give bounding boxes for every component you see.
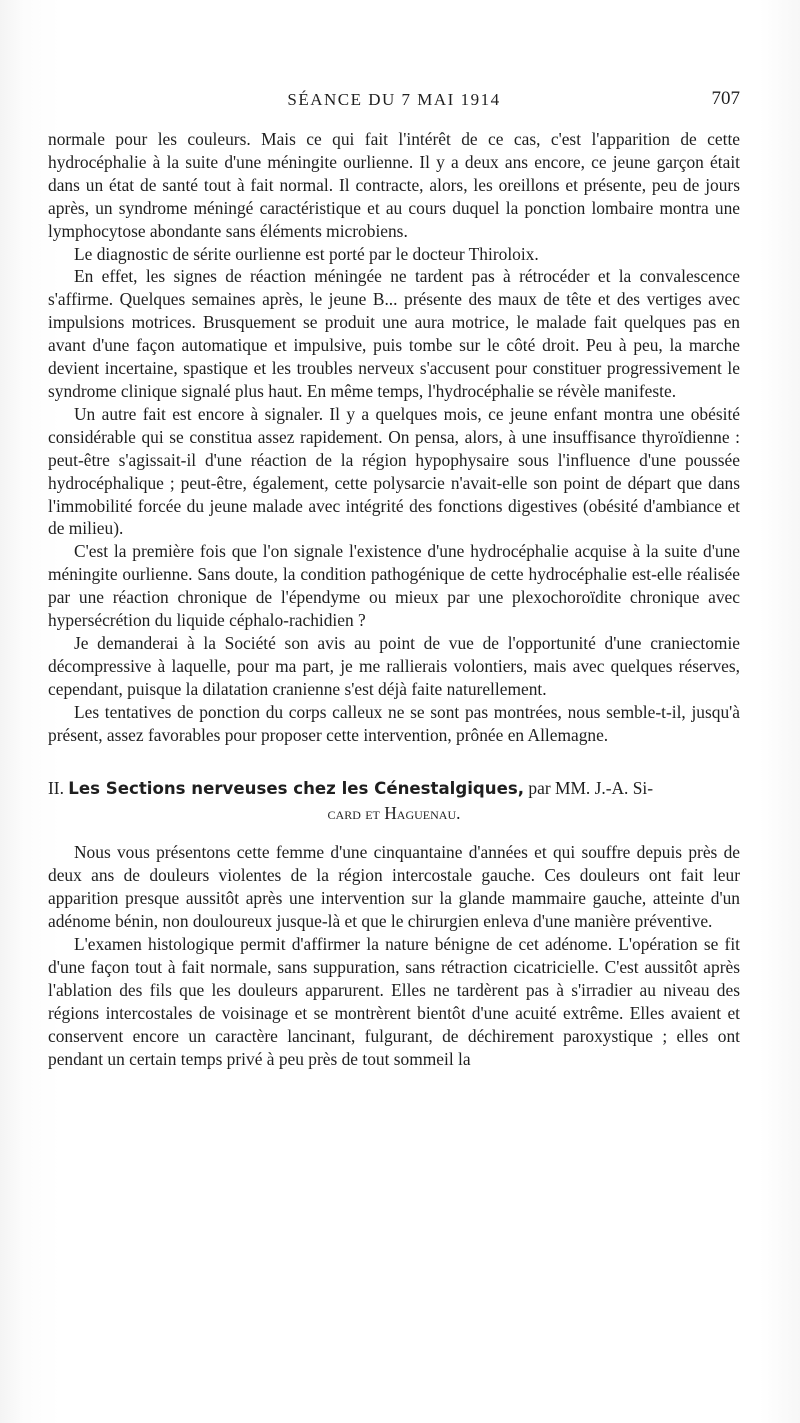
page-header: [48, 88, 740, 114]
section-title: Les Sections nerveuses chez les Cénestalgiques,: [68, 779, 525, 799]
section-heading: [48, 776, 740, 825]
page-number: 707: [711, 88, 740, 109]
section-authors: card et Haguenau.: [327, 803, 461, 824]
paragraph: C'est la première fois que l'on signale l'existence d'une hydrocéphalie acquise à la suite d'une méningite ourlienne. Sans doute, la condition pathogénique de cette hydrocéphalie est-elle réalisée par une réaction chronique de l'épendyme ou mieux par une plexochoroïdite chronique avec hypersécrétion du liquide céphalo-rachidien ?: [48, 541, 740, 631]
running-head: SÉANCE DU 7 MAI 1914: [287, 90, 501, 109]
paragraph: Les tentatives de ponction du corps calleux ne se sont pas montrées, nous semble-t-il, jusqu'à présent, assez favorables pour proposer cette intervention, prônée en Allemagne.: [48, 701, 740, 745]
section-number: II.: [48, 778, 64, 799]
paragraph: Le diagnostic de sérite ourlienne est porté par le docteur Thiroloix.: [74, 243, 539, 264]
paragraph: L'examen histologique permit d'affirmer la nature bénigne de cet adénome. L'opération se fit d'une façon tout à fait normale, sans suppuration, sans rétraction cicatricielle. C'est aussitôt après l'ablation des fils que les douleurs apparurent. Elles ne tardèrent pas à s'irradier au niveau des régions intercostales de voisinage et se montrèrent bientôt d'une acuité extrême. Elles avaient et conservent encore un caractère lancinant, fulgurant, de déchirement paroxystique ; elles ont pendant un certain temps privé à peu près de tout sommeil la: [48, 934, 740, 1069]
paragraph: Nous vous présentons cette femme d'une cinquantaine d'années et qui souffre depuis près de deux ans de douleurs violentes de la région intercostale gauche. Ces douleurs ont fait leur apparition presque aussitôt après une intervention sur la glande mammaire gauche, atteinte d'un adénome bénin, non douloureux jusque-là et que le chirurgien enleva d'une manière préventive.: [48, 842, 740, 932]
paragraph: normale pour les couleurs. Mais ce qui fait l'intérêt de ce cas, c'est l'apparition de cette hydrocéphalie à la suite d'une méningite ourlienne. Il y a deux ans encore, ce jeune garçon était dans un état de santé tout à fait normal. Il contracte, alors, les oreillons et présente, peu de jours après, un syndrome méningé caractéristique et au cours duquel la ponction lombaire montra une lymphocytose abondante sans éléments microbiens.: [48, 129, 740, 241]
body-text: [48, 128, 740, 1071]
paragraph: Je demanderai à la Société son avis au point de vue de l'opportunité d'une craniectomie décompressive à laquelle, pour ma part, je me rallierais volontiers, mais avec quelques réserves, cependant, puisque la dilatation cranienne s'est déjà faite naturellement.: [48, 632, 740, 699]
paragraph: En effet, les signes de réaction méningée ne tardent pas à rétrocéder et la convalescence s'affirme. Quelques semaines après, le jeune B... présente des maux de tête et des vertiges avec impulsions motrices. Brusquement se produit une aura motrice, le malade fait quelques pas en avant d'une façon automatique et impulsive, puis tombe sur le côté droit. Peu à peu, la marche devient incertaine, spastique et les troubles nerveux s'accusent pour constituer progressivement le syndrome clinique signalé plus haut. En même temps, l'hydrocéphalie se révèle manifeste.: [48, 266, 740, 401]
paragraph: Un autre fait est encore à signaler. Il y a quelques mois, ce jeune enfant montra une obésité considérable qui se constitua assez rapidement. On pensa, alors, à une insuffisance thyroïdienne : peut-être s'agissait-il d'une réaction de la région hypophysaire sous l'influence d'une poussée hydrocéphalique ; peut-être, également, cette polysarcie n'avait-elle son point de départ que dans l'immobilité forcée du jeune malade avec intégrité des fonctions digestives (obésité d'ambiance et de milieu).: [48, 403, 740, 539]
section-byline: par MM. J.-A. Si-: [528, 778, 654, 799]
